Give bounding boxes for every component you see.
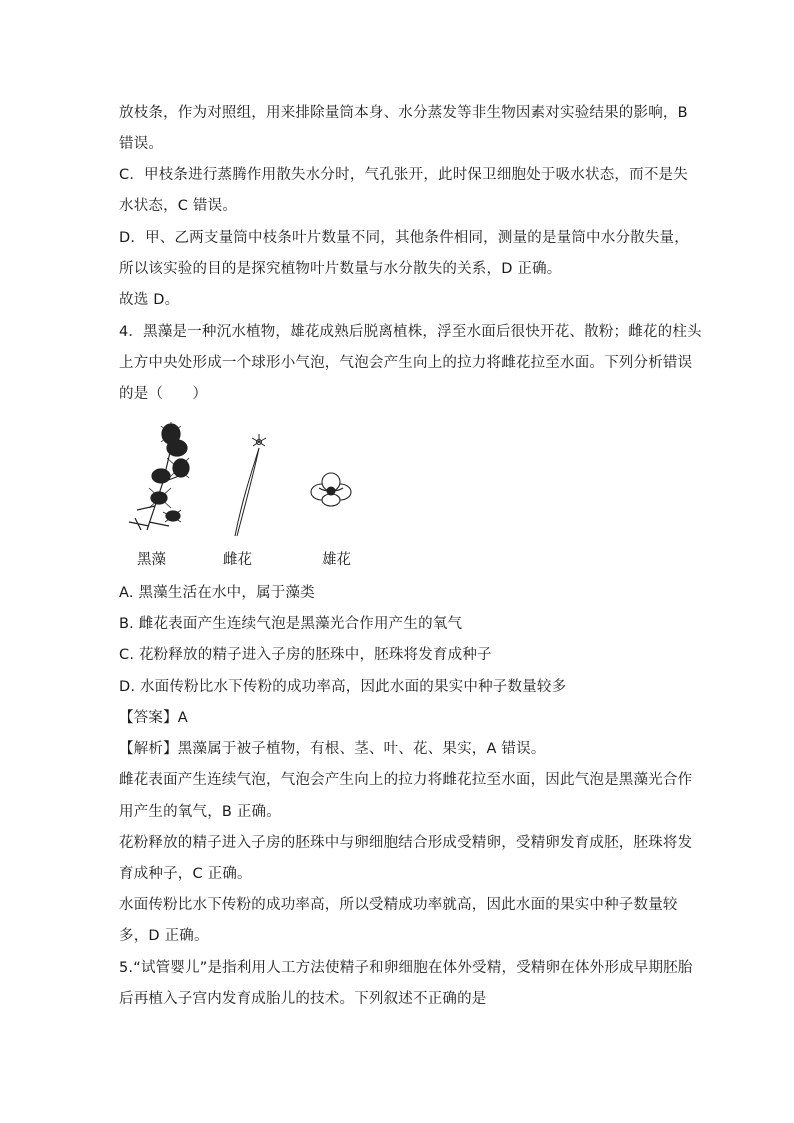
prev-answer-line-4: 水状态，C 错误。 <box>119 198 238 214</box>
q4-analysis-line-6: 水面传粉比水下传粉的成功率高，所以受精成功率就高，因此水面的果实中种子数量较 <box>119 897 678 913</box>
q4-analysis-line-2: 雌花表面产生连续气泡，气泡会产生向上的拉力将雌花拉至水面，因此气泡是黑藻光合作 <box>119 772 693 788</box>
figure-label-male-flower: 雄花 <box>322 552 351 568</box>
prev-answer-line-6: 所以该实验的目的是探究植物叶片数量与水分散失的关系，D 正确。 <box>119 261 562 277</box>
q4-option-d: D. 水面传粉比水下传粉的成功率高，因此水面的果实中种子数量较多 <box>119 679 567 695</box>
prev-answer-conclusion: 故选 D。 <box>119 292 180 308</box>
hydrilla-illustration <box>119 418 379 543</box>
prev-answer-line-2: 错误。 <box>119 136 164 152</box>
q4-analysis-line-5: 育成种子，C 正确。 <box>119 866 252 882</box>
hydrilla-plant-drawing <box>129 422 189 530</box>
q4-analysis-line-3: 用产生的氧气，B 正确。 <box>119 804 281 820</box>
q4-figure <box>119 418 379 568</box>
figure-label-female-flower: 雌花 <box>223 552 252 568</box>
q4-analysis-line-1: 【解析】黑藻属于被子植物，有根、茎、叶、花、果实，A 错误。 <box>119 741 546 757</box>
figure-label-hydrilla: 黑藻 <box>137 552 166 568</box>
q4-analysis-line-7: 多，D 正确。 <box>119 928 209 944</box>
male-flower-drawing <box>311 473 351 506</box>
q4-option-a: A. 黑藻生活在水中，属于藻类 <box>119 585 315 601</box>
q4-stem-line-3: 的是（ ） <box>119 386 208 402</box>
q5-stem-line-2: 后再植入子宫内发育成胎儿的技术。下列叙述不正确的是 <box>119 991 487 1007</box>
q5-stem-line-1: 5.“试管婴儿”是指利用人工方法使精子和卵细胞在体外受精，受精卵在体外形成早期胚胎 <box>119 960 693 976</box>
q4-stem-line-1: 4．黑藻是一种沉水植物，雄花成熟后脱离植株，浮至水面后很快开花、散粉；雌花的柱头 <box>119 324 702 340</box>
prev-answer-line-3: C．甲枝条进行蒸腾作用散失水分时，气孔张开，此时保卫细胞处于吸水状态，而不是失 <box>119 167 688 183</box>
q4-option-c: C. 花粉释放的精子进入子房的胚珠中，胚珠将发育成种子 <box>119 647 492 663</box>
prev-answer-line-1: 放枝条，作为对照组，用来排除量筒本身、水分蒸发等非生物因素对实验结果的影响，B <box>119 105 688 121</box>
female-flower-drawing <box>235 434 266 536</box>
prev-answer-line-5: D．甲、乙两支量筒中枝条叶片数量不同，其他条件相同，测量的是量筒中水分散失量， <box>119 230 689 246</box>
q4-option-b: B. 雌花表面产生连续气泡是黑藻光合作用产生的氧气 <box>119 616 463 632</box>
q4-stem-line-2: 上方中央处形成一个球形小气泡，气泡会产生向上的拉力将雌花拉至水面。下列分析错误 <box>119 355 693 371</box>
q4-analysis-line-4: 花粉释放的精子进入子房的胚珠中与卵细胞结合形成受精卵，受精卵发育成胚，胚珠将发 <box>119 835 693 851</box>
q4-answer: 【答案】A <box>119 710 188 726</box>
